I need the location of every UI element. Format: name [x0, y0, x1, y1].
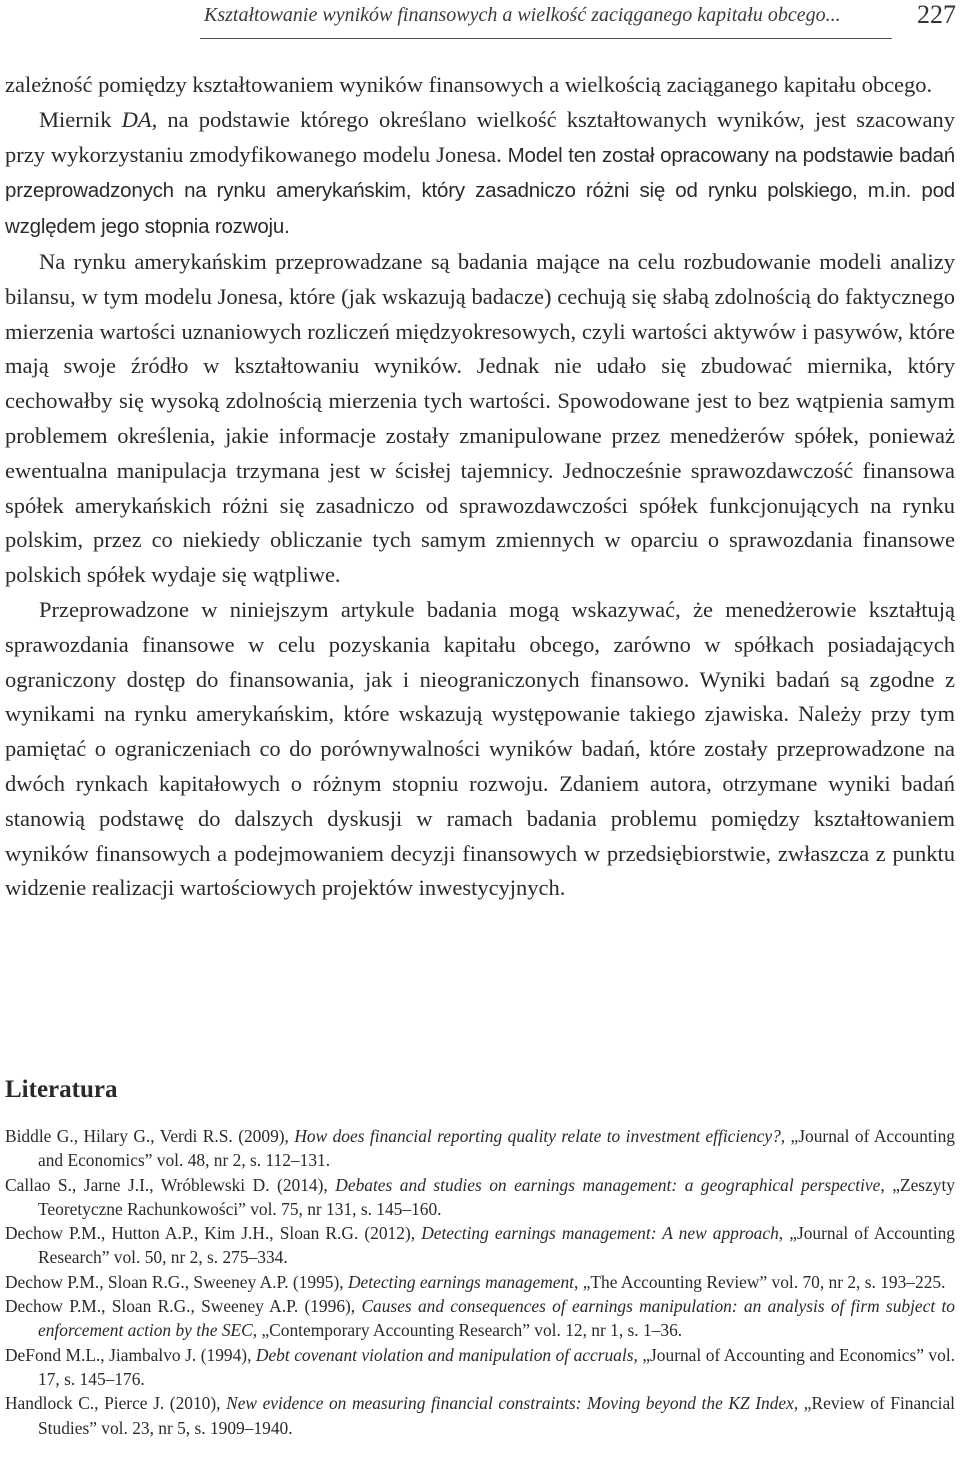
- reference-title: Detecting earnings management: A new approach: [421, 1223, 779, 1244]
- reference-authors: Handlock C., Pierce J. (2010),: [5, 1393, 227, 1414]
- reference-item: [5, 1221, 955, 1270]
- da-measure: DA: [121, 106, 152, 132]
- running-title: Kształtowanie wyników finansowych a wielkość zaciąganego kapitału obcego...: [204, 4, 841, 26]
- reference-authors: Dechow P.M., Hutton A.P., Kim J.H., Sloan R.G. (2012),: [5, 1223, 422, 1244]
- reference-title: How does financial reporting quality relate to investment efficiency?: [294, 1126, 781, 1146]
- reference-source: , „Review of Financial Studies” vol. 23, nr 5, s. 1909–1940.: [38, 1393, 955, 1438]
- reference-item: [5, 1294, 955, 1343]
- reference-title: Causes and consequences of earnings manipulation: an analysis of firm subject to enforcement action by the SEC: [38, 1296, 955, 1341]
- reference-authors: Callao S., Jarne J.I., Wróblewski D. (2014),: [5, 1174, 336, 1195]
- reference-source: , „Journal of Accounting and Economics” vol. 17, s. 145–176.: [38, 1344, 955, 1389]
- reference-title: Debates and studies on earnings management: a geographical perspective: [335, 1174, 881, 1195]
- reference-authors: Dechow P.M., Sloan R.G., Sweeney A.P. (1996),: [5, 1296, 362, 1317]
- reference-title: Debt covenant violation and manipulation of accruals: [255, 1344, 634, 1365]
- paragraph-2-part-c: Model ten został opracowany na podstawie badań przeprowadzonych na rynku amerykańskim, który zasadniczo różni się od rynku polskiego, m.in. pod względem jego stopnia rozwoju.: [5, 143, 955, 239]
- paragraph-2: [5, 103, 955, 245]
- paragraph-2-part-b: , na podstawie którego określano wielkość kształtowanych wyników, jest szacowany przy wykorzystaniu zmodyfikowanego modelu Jonesa.: [5, 106, 955, 167]
- header-rule: [200, 38, 892, 39]
- page-number: 227: [917, 0, 956, 29]
- paragraph-4: Przeprowadzone w niniejszym artykule badania mogą wskazywać, że menedżerowie kształtują sprawozdania finansowe w celu pozyskania kapitału obcego, zarówno w spółkach posiadających ograniczony dostęp do finansowania, jak i nieograniczonych finansowo. Wyniki badań są zgodne z wynikami na rynku amerykańskim, które wskazują występowanie takiego zjawiska. Należy przy tym pamiętać o ograniczeniach co do porównywalności wyników badań, które zostały przeprowadzone na dwóch rynkach kapitałowych o różnym stopniu rozwoju. Zdaniem autora, otrzymane wyniki badań stanowią podstawę do dalszych dyskusji w ramach badania problemu pomiędzy kształtowaniem wyników finansowych a podejmowaniem decyzji finansowych w przedsiębiorstwie, zwłaszcza z punktu widzenie realizacji wartościowych projektów inwestycyjnych.: [5, 596, 955, 901]
- reference-item: [5, 1173, 955, 1222]
- reference-item: [5, 1343, 955, 1392]
- reference-title: New evidence on measuring financial constraints: Moving beyond the KZ Index: [226, 1393, 794, 1414]
- running-header: [4, 0, 960, 40]
- reference-item: [5, 1124, 955, 1173]
- reference-authors: Biddle G., Hilary G., Verdi R.S. (2009),: [5, 1126, 295, 1146]
- reference-source: , „Zeszyty Teoretyczne Rachunkowości” vol. 75, nr 131, s. 145–160.: [38, 1174, 955, 1219]
- reference-source: , „The Accounting Review” vol. 70, nr 2, s. 193–225.: [574, 1271, 946, 1292]
- reference-item: [5, 1391, 955, 1440]
- reference-list: [5, 1124, 955, 1440]
- reference-source: , „Journal of Accounting and Economics” vol. 48, nr 2, s. 112–131.: [38, 1126, 955, 1171]
- reference-authors: DeFond M.L., Jiambalvo J. (1994),: [5, 1344, 256, 1365]
- reference-source: , „Journal of Accounting Research” vol. 50, nr 2, s. 275–334.: [38, 1223, 955, 1268]
- paragraph-3: Na rynku amerykańskim przeprowadzane są badania mające na celu rozbudowanie modeli analizy bilansu, w tym modelu Jonesa, które (jak wskazują badacze) cechują się słabą zdolnością do faktycznego mierzenia wartości uznaniowych rozliczeń międzyokresowych, czyli wartości aktywów i pasywów, które mają swoje źródło w kształtowaniu wyników. Jednak nie udało się zbudować miernika, który cechowałby się wysoką zdolnością mierzenia tych wartości. Spowodowane jest to bez wątpienia samym problemem określenia, jakie informacje zostały zmanipulowane przez menedżerów spółek, ponieważ ewentualna manipulacja trzymana jest w ścisłej tajemnicy. Jednocześnie sprawozdawczość finansowa spółek amerykańskich różni się zasadniczo od sprawozdawczości spółek funkcjonujących na rynku polskim, przez co niekiedy obliczanie tych samym zmiennych w oparciu o sprawozdania finansowe polskich spółek wydaje się wątpliwe.: [5, 248, 955, 588]
- reference-authors: Dechow P.M., Sloan R.G., Sweeney A.P. (1995),: [5, 1271, 348, 1292]
- literature-heading: Literatura: [5, 1076, 118, 1103]
- reference-source: , „Contemporary Accounting Research” vol. 12, nr 1, s. 1–36.: [252, 1320, 683, 1341]
- paragraph-1: zależność pomiędzy kształtowaniem wyników finansowych a wielkością zaciąganego kapitału obcego.: [5, 72, 933, 97]
- reference-item: [5, 1270, 955, 1294]
- paragraph-2-part-a: Miernik: [39, 106, 122, 132]
- body-text: [5, 68, 955, 906]
- reference-title: Detecting earnings management: [347, 1271, 575, 1292]
